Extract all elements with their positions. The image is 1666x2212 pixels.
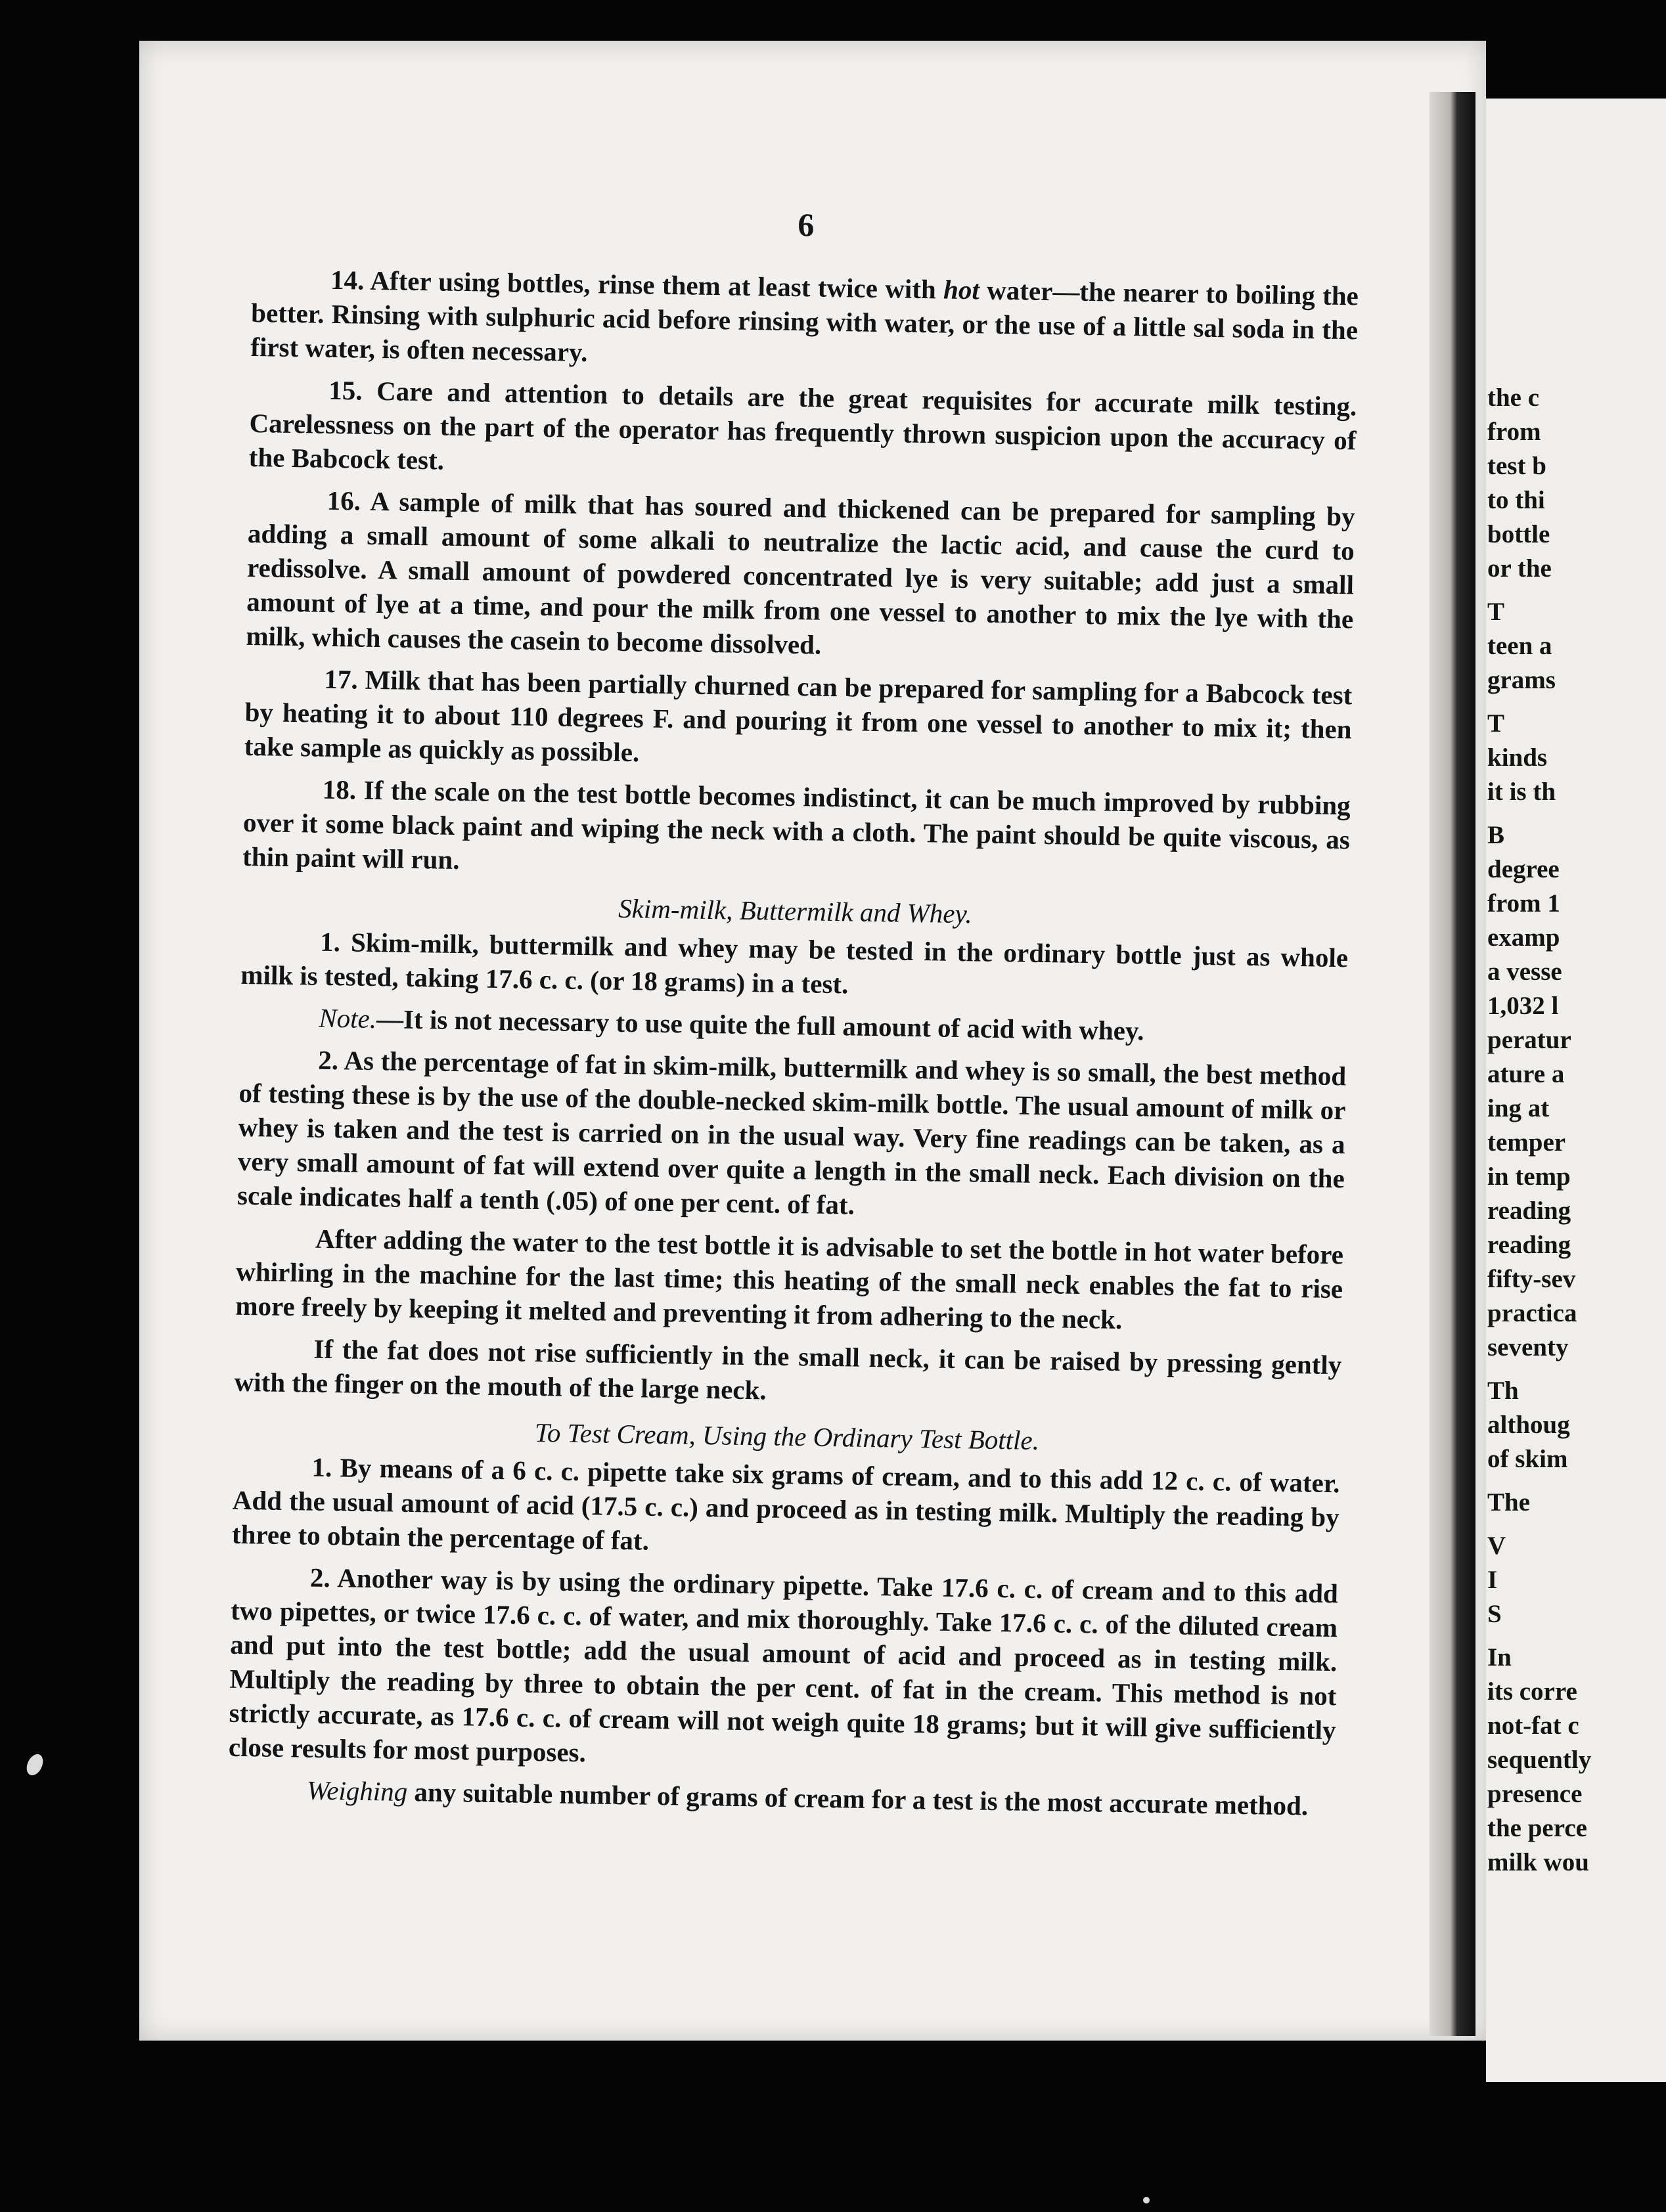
scan-speck <box>24 1752 46 1778</box>
right-page-line: teen a <box>1487 632 1552 660</box>
left-page-text <box>228 197 1360 1823</box>
right-page-line: in temp <box>1487 1162 1571 1191</box>
right-page-line: seventy <box>1487 1333 1569 1361</box>
right-page-line: its corre <box>1487 1677 1577 1706</box>
right-page-line: kinds <box>1487 743 1548 772</box>
right-page-line: V <box>1487 1532 1506 1560</box>
right-page-line: althoug <box>1487 1411 1570 1439</box>
right-page-line: ing at <box>1487 1094 1550 1122</box>
right-page-line: milk wou <box>1487 1848 1589 1876</box>
right-page-line: I <box>1487 1566 1498 1594</box>
book-gutter <box>1430 92 1475 2036</box>
whey-note: Note.—It is not necessary to use quite the full amount of acid with whey. <box>319 1002 1144 1046</box>
emphasis-weighing: Weighing <box>306 1775 408 1807</box>
right-page-line: T <box>1487 598 1505 626</box>
section-heading-skim-milk: Skim-milk, Buttermilk and Whey. <box>618 893 973 929</box>
section-heading-cream: To Test Cream, Using the Ordinary Test Bottle. <box>534 1417 1040 1456</box>
skim-milk-paragraph-1: 1. Skim-milk, buttermilk and whey may be tested in the ordinary bottle just as whole milk is tested, taking 17.6 c. c. (or 18 grams) in a test. <box>240 926 1349 1000</box>
skim-milk-paragraph-2: 2. As the percentage of fat in skim-milk, buttermilk and whey is so small, the best method of testing these is by the use of the double-necked skim-milk bottle. The usual amount of milk or whey is taken and the test is carried on in the usual way. Very fine readings can be taken, as a very small amount of fat will extend over quite a length in the small neck. Each division on the scale indicates half a tenth (.05) of one per cent. of fat. <box>236 1044 1347 1220</box>
right-page-line: not-fat c <box>1487 1712 1579 1740</box>
right-page <box>1486 99 1666 2082</box>
right-page-line: to thi <box>1487 486 1545 514</box>
right-page-line: ature a <box>1487 1060 1565 1088</box>
paragraph-16: 16. A sample of milk that has soured and thickened can be prepared for sampling by adding a small amount of some alkali to neutralize the lactic acid, and cause the curd to redissolve. A small amount of powdered concentrated lye is very suitable; add just a small amount of lye at a time, and pour the milk from one vessel to another to mix the lye with the milk, which causes the casein to become dissolved. <box>246 485 1355 660</box>
paragraph-15: 15. Care and attention to details are the great requisites for accurate milk testing. Carelessness on the part of the operator has frequently thrown suspicion upon the accuracy of the Babcock test. <box>248 374 1357 476</box>
right-page-line: reading <box>1487 1231 1571 1259</box>
right-page-line: or the <box>1487 554 1552 583</box>
scan-speck <box>1143 2197 1150 2203</box>
page-number: 6 <box>798 206 815 244</box>
emphasis-hot: hot <box>943 274 980 305</box>
right-page-line: temper <box>1487 1128 1566 1157</box>
right-page-line: Th <box>1487 1377 1519 1405</box>
right-page-line: from <box>1487 418 1541 446</box>
skim-milk-paragraph-4: If the fat does not rise sufficiently in the small neck, it can be raised by pressing gently with the finger on the mouth of the large neck. <box>234 1333 1342 1405</box>
cream-paragraph-3: Weighing any suitable number of grams of cream for a test is the most accurate method. <box>306 1775 1309 1821</box>
paragraph-18: 18. If the scale on the test bottle becomes indistinct, it can be much improved by rubbing over it some black paint and wiping the neck with a cloth. The paint should be quite viscous, as thin paint will run. <box>242 774 1351 875</box>
right-page-line: the perce <box>1487 1814 1587 1842</box>
right-page-line: the c <box>1487 384 1540 412</box>
right-page-line: examp <box>1487 923 1560 952</box>
right-page-text <box>1487 381 1666 1880</box>
right-page-line: grams <box>1487 666 1556 694</box>
right-page-line: In <box>1487 1643 1512 1671</box>
paragraph-17: 17. Milk that has been partially churned can be prepared for sampling for a Babcock test by heating it to about 110 degrees F. and pouring it from one vessel to another to mix it; then take sample as quickly as possible. <box>244 663 1353 768</box>
right-page-line: presence <box>1487 1780 1583 1808</box>
right-page-line: from 1 <box>1487 889 1560 918</box>
cream-paragraph-1: 1. By means of a 6 c. c. pipette take six grams of cream, and to this add 12 c. c. of water. Add the usual amount of acid (17.5 c. c.) and proceed as in testing milk. Multiply the reading by three to obtain the percentage of fat. <box>231 1451 1340 1556</box>
right-page-line: peratur <box>1487 1026 1571 1054</box>
right-page-line: 1,032 l <box>1487 992 1559 1020</box>
right-page-line: bottle <box>1487 520 1550 548</box>
right-page-line: The <box>1487 1488 1531 1516</box>
right-page-line: degree <box>1487 855 1560 883</box>
right-page-line: of skim <box>1487 1445 1568 1473</box>
note-label: Note. <box>319 1002 377 1034</box>
right-page-line: reading <box>1487 1197 1571 1225</box>
cream-paragraph-2: 2. Another way is by using the ordinary pipette. Take 17.6 c. c. of cream and to this add two pipettes, or twice 17.6 c. c. of water, and mix thoroughly. Take 17.6 c. c. of the diluted cream and put into the test bottle; add the usual amount of acid and proceed as in testing milk. Multiply the reading by three to obtain the per cent. of fat in the cream. This method is not strictly accurate, as 17.6 c. c. of cream will not weigh quite 18 grams; but it will give sufficiently close results for most purposes. <box>228 1562 1339 1768</box>
paragraph-14: 14. After using bottles, rinse them at least twice with hot water—the nearer to boiling the better. Rinsing with sulphuric acid before rinsing with water, or the use of a little sal soda in the first water, is often necessary. <box>250 264 1359 368</box>
right-page-line: sequently <box>1487 1746 1592 1774</box>
right-page-line: fifty-sev <box>1487 1265 1576 1293</box>
right-page-line: B <box>1487 821 1505 849</box>
right-page-line: practica <box>1487 1299 1577 1327</box>
right-page-line: S <box>1487 1600 1502 1628</box>
right-page-line: T <box>1487 709 1505 738</box>
right-page-line: a vesse <box>1487 958 1562 986</box>
skim-milk-paragraph-3: After adding the water to the test bottle it is advisable to set the bottle in hot water before whirling in the machine for the last time; this heating of the small neck enables the fat to rise more freely by keeping it melted and preventing it from adhering to the neck. <box>235 1223 1344 1335</box>
right-page-line: it is th <box>1487 778 1556 806</box>
right-page-line: test b <box>1487 452 1546 480</box>
